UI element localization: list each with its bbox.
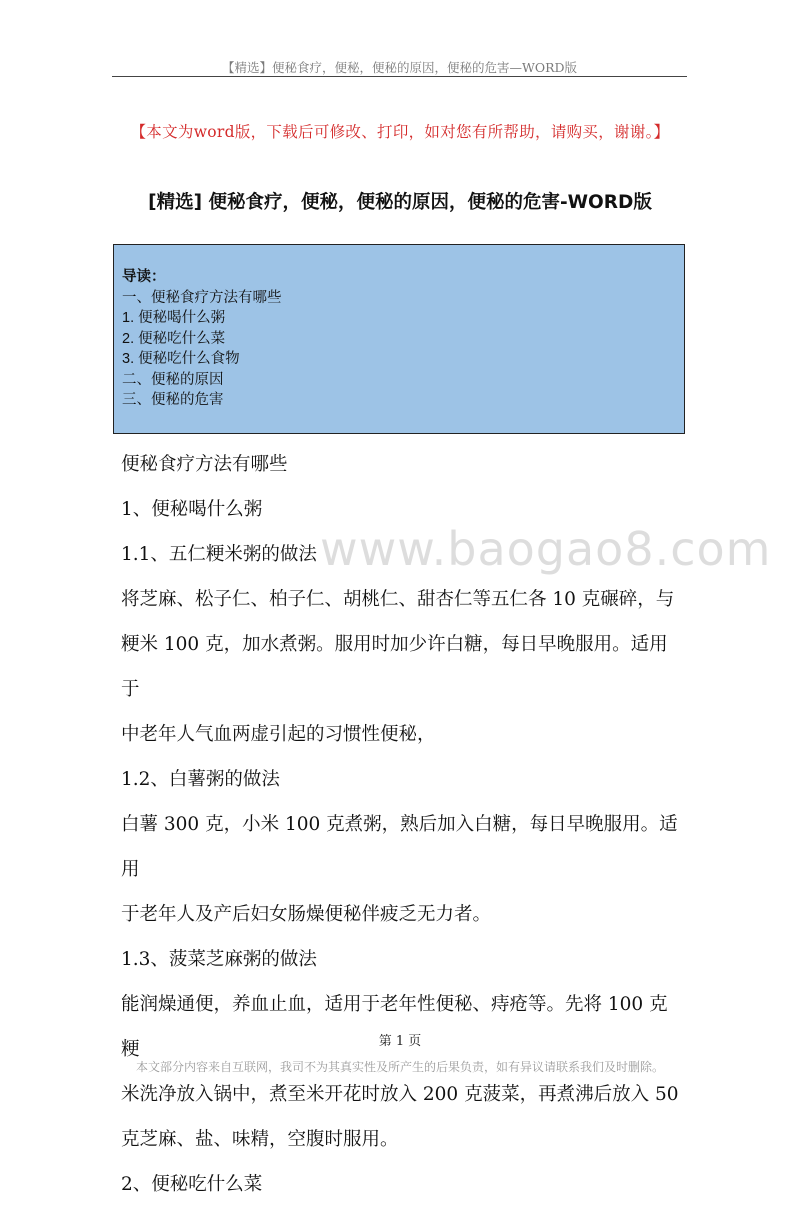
guide-item: 二、便秘的原因 [122,371,224,388]
body-content [121,442,681,1207]
header-divider [112,76,687,77]
reading-guide-box [113,244,685,434]
document-title: [精选] 便秘食疗，便秘，便秘的原因，便秘的危害-WORD版 [148,192,652,213]
subsection-heading: 1.1、五仁粳米粥的做法 [121,544,317,565]
section-heading: 1、便秘喝什么粥 [121,499,263,520]
body-line: 将芝麻、松子仁、柏子仁、胡桃仁、甜杏仁等五仁各 10 克碾碎，与 [121,589,675,610]
subsection-heading: 1.2、白薯粥的做法 [121,769,280,790]
body-line: 克芝麻、盐、味精，空腹时服用。 [121,1129,399,1150]
subsection-heading: 1.3、菠菜芝麻粥的做法 [121,949,317,970]
guide-item: 2. 便秘吃什么菜 [122,330,226,347]
guide-item: 1. 便秘喝什么粥 [122,310,226,326]
body-line: 白薯 300 克，小米 100 克煮粥，熟后加入白糖，每日早晚服用。适用 [121,814,678,880]
guide-item: 一、便秘食疗方法有哪些 [122,289,282,306]
guide-item: 三、便秘的危害 [122,392,224,408]
page-number: 第 1 页 [378,1034,422,1049]
watermark: www.baogao8.com [320,522,772,576]
page-header: 【精选】便秘食疗，便秘，便秘的原因，便秘的危害—WORD版 [221,60,578,75]
section-heading: 2、便秘吃什么菜 [121,1174,263,1195]
download-notice: 【本文为word版，下载后可修改、打印，如对您有所帮助，请购买，谢谢。】 [130,123,670,141]
body-line: 于老年人及产后妇女肠燥便秘伴疲乏无力者。 [121,904,492,925]
body-line: 粳米 100 克，加水煮粥。服用时加少许白糖，每日早晚服用。适用于 [121,634,668,700]
body-line: 能润燥通便，养血止血，适用于老年性便秘、痔疮等。先将 100 克粳 [121,994,668,1060]
page-footer-disclaimer: 本文部分内容来自互联网，我司不为其真实性及所产生的后果负责，如有异议请联系我们及时删除。 [135,1060,664,1074]
guide-item: 3. 便秘吃什么食物 [122,351,240,367]
section-heading: 便秘食疗方法有哪些 [121,454,288,475]
guide-title: 导读： [122,269,166,285]
body-line: 米洗净放入锅中，煮至米开花时放入 200 克菠菜，再煮沸后放入 50 [121,1084,679,1105]
body-line: 中老年人气血两虚引起的习惯性便秘， [121,724,436,745]
